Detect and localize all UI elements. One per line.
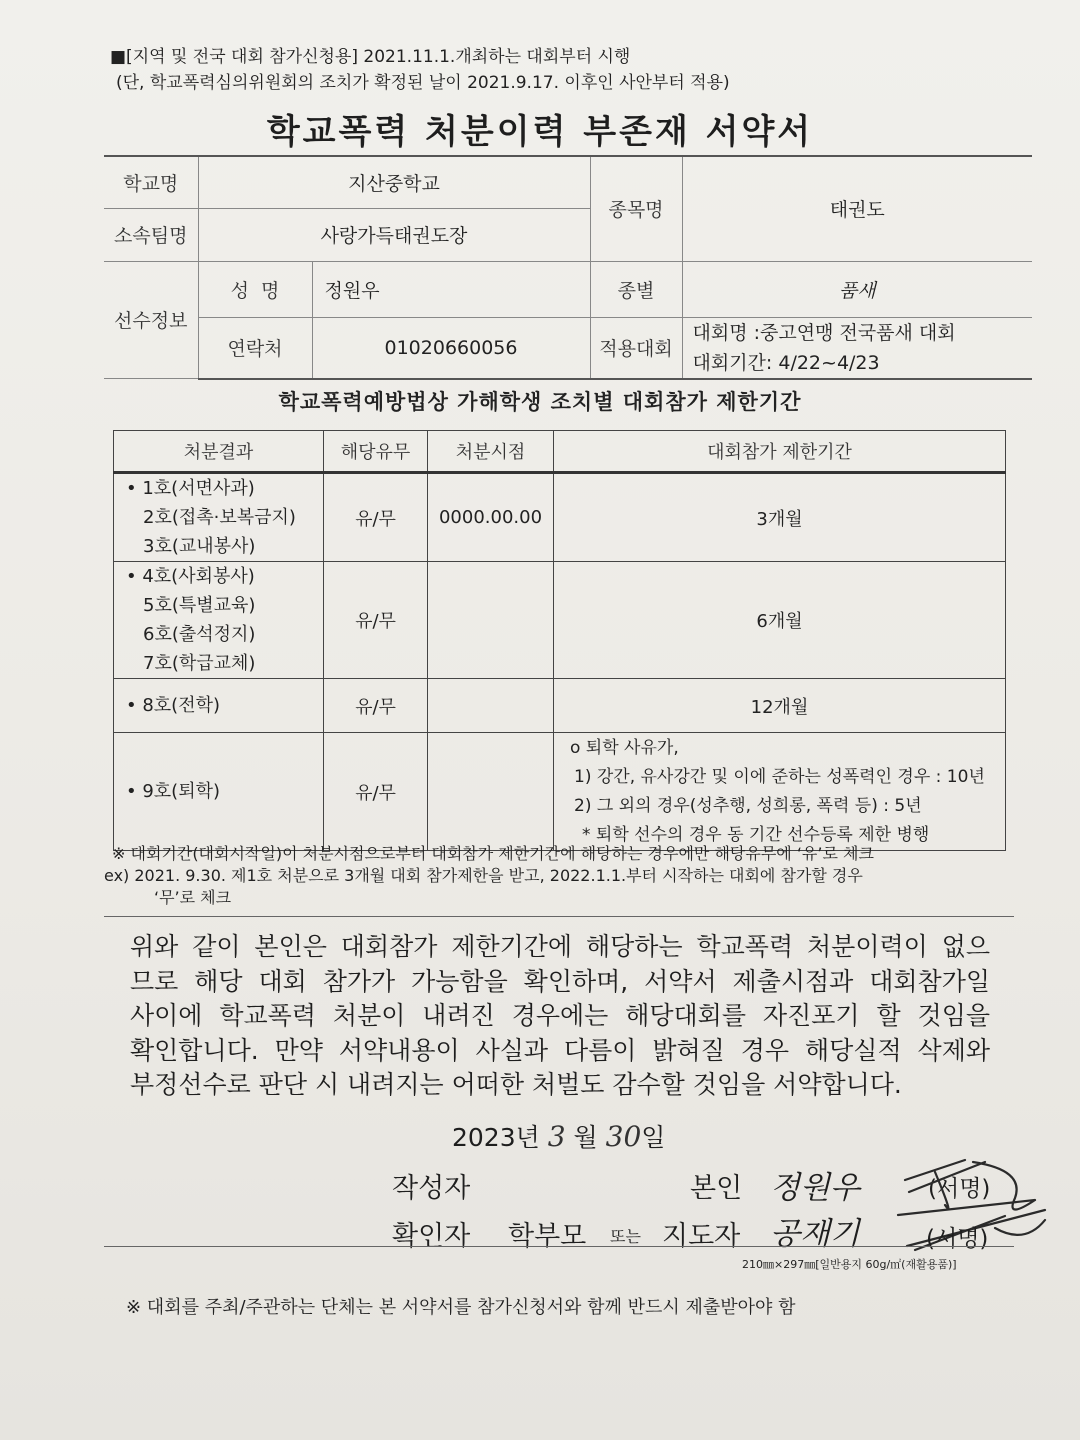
period-line: * 퇴학 선수의 경우 동 기간 선수등록 제한 병행: [582, 824, 930, 845]
header-result: 처분결과: [114, 431, 324, 473]
competition-name: 대회명 :중고연맹 전국품새 대회: [692, 321, 956, 344]
period-cell: 3개월: [554, 473, 1006, 562]
notice-text: [110, 44, 730, 96]
disposition-item: 7호(학급교체): [143, 653, 256, 674]
disposition-item: 6호(출석정지): [143, 624, 256, 645]
coach-handwritten-name: 공재기: [770, 1216, 860, 1252]
signing-date: [452, 1118, 665, 1154]
period-cell: 12개월: [554, 679, 1006, 733]
restriction-rules-table: [113, 430, 1006, 851]
divider-line: [104, 916, 1014, 917]
disposition-item: • 4호(사회봉사): [126, 566, 255, 587]
date-day-unit: 일: [641, 1123, 666, 1152]
disposition-cell: [114, 562, 324, 679]
pledge-line: 확인합니다. 만약 서약내용이 사실과 다름이 밝혀질 경우 해당실적 삭제와: [130, 1035, 990, 1065]
competition-label: 적용대회: [590, 317, 682, 379]
applicant-info-table: [104, 155, 1032, 380]
table-row: [114, 562, 1006, 679]
period-line: 1) 강간, 유사강간 및 이에 준하는 성폭력인 경우 : 10년: [574, 766, 985, 787]
pledge-line: 부정선수로 판단 시 내려지는 어떠한 처벌도 감수할 것임을 서약합니다.: [130, 1070, 902, 1099]
event-label: 종목명: [590, 156, 682, 261]
date-cell: 0000.00.00: [428, 473, 554, 562]
school-value: 지산중학교: [198, 156, 590, 208]
disposition-item: • 9호(퇴학): [126, 781, 220, 802]
period-line: 2) 그 외의 경우(성추행, 성희롱, 폭력 등) : 5년: [574, 795, 922, 816]
period-cell: 6개월: [554, 562, 1006, 679]
date-month: 3: [547, 1120, 566, 1153]
header-period: 대회참가 제한기간: [554, 431, 1006, 473]
self-handwritten-name: 정원우: [770, 1170, 860, 1206]
note-example-cont: ‘무’로 체크: [154, 888, 232, 907]
date-month-unit: 월: [573, 1123, 598, 1152]
self-sign-label: (서명): [928, 1176, 991, 1202]
confirmer-label: 확인자: [392, 1221, 471, 1252]
document-title: 학교폭력 처분이력 부존재 서약서: [266, 112, 814, 152]
pledge-text: [130, 930, 990, 1103]
applicable-cell: 유/무: [324, 473, 428, 562]
disposition-item: • 8호(전학): [126, 695, 220, 716]
disposition-cell: [114, 679, 324, 733]
contact-value: 01020660056: [312, 317, 590, 379]
coach-label: 지도자: [662, 1221, 741, 1252]
coach-sign-label: (서명): [926, 1226, 989, 1252]
pledge-line: 위와 같이 본인은 대회참가 제한기간에 해당하는 학교폭력 처분이력이 없으: [130, 932, 990, 961]
category-label: 종별: [590, 261, 682, 317]
period-line: o 퇴학 사유가,: [570, 737, 679, 758]
date-cell: [428, 562, 554, 679]
header-date: 처분시점: [428, 431, 554, 473]
disposition-cell: [114, 473, 324, 562]
competition-period: 대회기간: 4/22~4/23: [692, 351, 880, 374]
pledge-line: 사이에 학교폭력 처분이 내려진 경우에는 해당대회를 자진포기 할 것임을: [130, 1001, 990, 1030]
self-label: 본인: [690, 1173, 743, 1204]
applicable-cell: 유/무: [324, 562, 428, 679]
header-applicable: 해당유무: [324, 431, 428, 473]
player-info-label: 선수정보: [104, 261, 198, 379]
writer-label: 작성자: [392, 1173, 471, 1204]
name-label: 성 명: [198, 261, 312, 317]
expulsion-period-cell: [554, 733, 1006, 851]
rules-title: 학교폭력예방법상 가해학생 조치별 대회참가 제한기간: [278, 390, 802, 414]
category-value: 품새: [682, 261, 1032, 317]
date-cell: [428, 679, 554, 733]
table-row: [114, 733, 1006, 851]
note-check-rule: ※ 대회기간(대회시작일)이 처분시점으로부터 대회참가 제한기간에 해당하는 경우에만 해당유무에 ‘유’로 체크: [112, 844, 874, 863]
paper-spec: 210㎜×297㎜[일반용지 60g/㎡(재활용품)]: [742, 1258, 957, 1271]
notice-line-1: ■[지역 및 전국 대회 참가신청용] 2021.11.1.개최하는 대회부터 시행: [110, 47, 631, 67]
school-label: 학교명: [104, 156, 198, 208]
disposition-item: • 1호(서면사과): [126, 478, 255, 499]
footer-note: ※ 대회를 주최/주관하는 단체는 본 서약서를 참가신청서와 함께 반드시 제출받아야 함: [126, 1297, 796, 1318]
team-value: 사랑가득태권도장: [198, 208, 590, 261]
disposition-item: 5호(특별교육): [143, 595, 256, 616]
competition-info: [682, 317, 1032, 379]
event-value: 태권도: [682, 156, 1032, 261]
team-label: 소속팀명: [104, 208, 198, 261]
disposition-cell: [114, 733, 324, 851]
applicable-cell: 유/무: [324, 679, 428, 733]
date-year-unit: 년: [515, 1123, 540, 1152]
contact-label: 연락처: [198, 317, 312, 379]
date-year: 2023: [452, 1123, 516, 1152]
parent-label: 학부모: [508, 1221, 587, 1252]
bottom-divider: [104, 1246, 1014, 1247]
disposition-item: 2호(접촉·보복금지): [143, 507, 296, 528]
or-label: 또는: [610, 1227, 641, 1246]
applicable-cell: 유/무: [324, 733, 428, 851]
notes: [104, 843, 874, 909]
date-day: 30: [605, 1120, 642, 1153]
table-row: [114, 679, 1006, 733]
note-example: ex) 2021. 9.30. 제1호 처분으로 3개월 대회 참가제한을 받고, 2022.1.1.부터 시작하는 대회에 참가할 경우: [104, 866, 863, 885]
disposition-item: 3호(교내봉사): [143, 536, 256, 557]
date-cell: [428, 733, 554, 851]
table-row: [114, 473, 1006, 562]
name-value: 정원우: [312, 261, 590, 317]
notice-line-2: (단, 학교폭력심의위원회의 조치가 확정된 날이 2021.9.17. 이후인 사안부터 적용): [116, 73, 730, 93]
pledge-line: 므로 해당 대회 참가가 가능함을 확인하며, 서약서 제출시점과 대회참가일: [130, 966, 990, 996]
